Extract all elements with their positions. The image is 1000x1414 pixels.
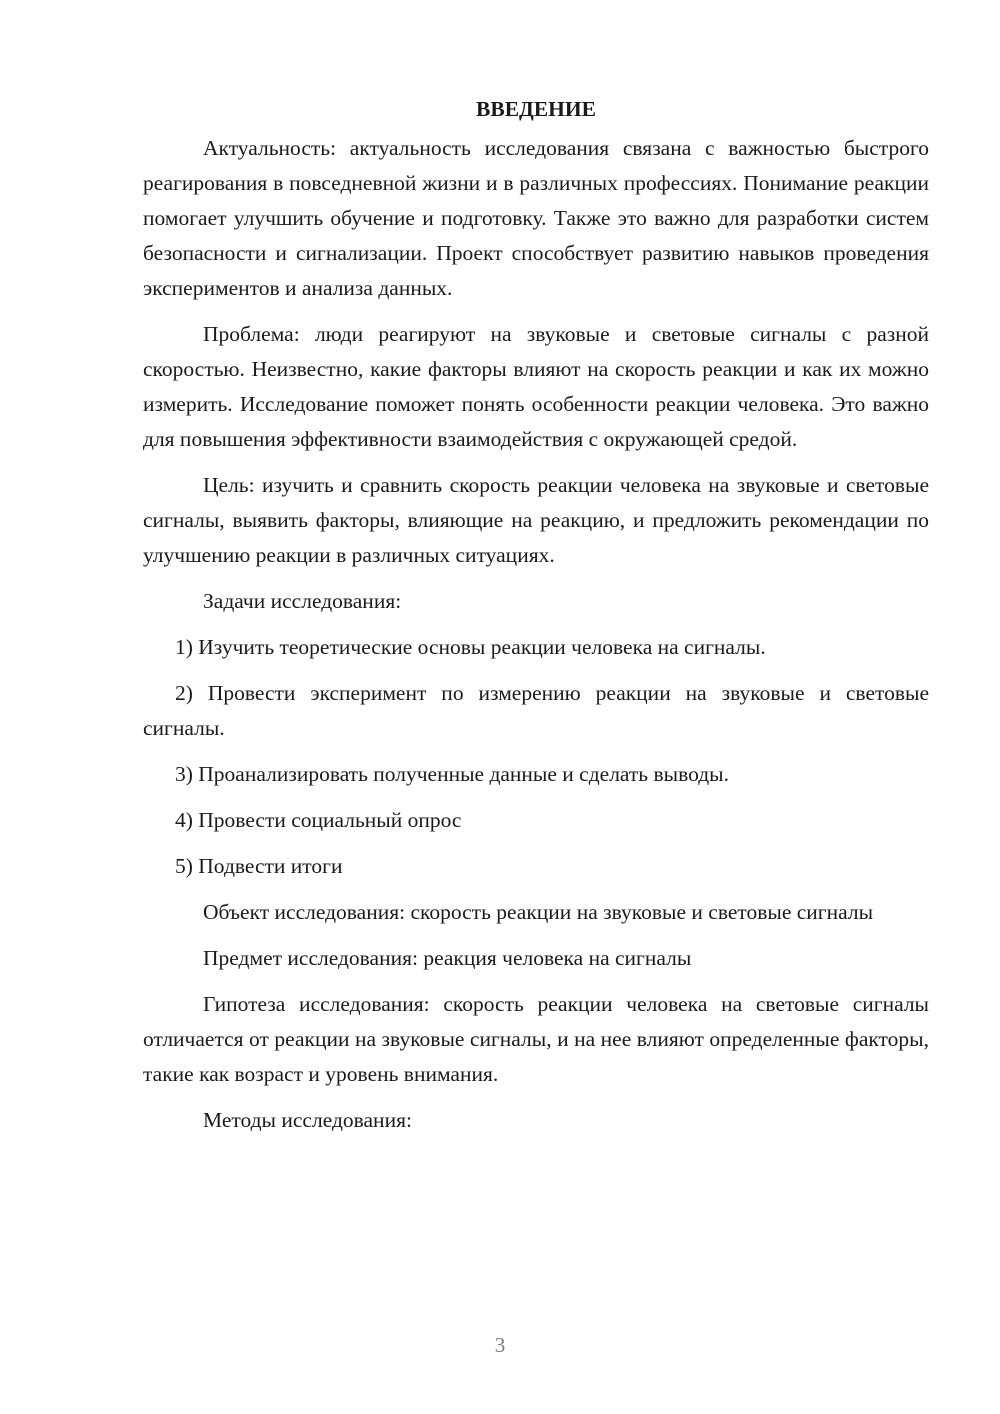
page-number: 3 <box>494 1333 506 1357</box>
task-item-5: 5) Подвести итоги <box>175 854 343 878</box>
goal-paragraph: Цель: изучить и сравнить скорость реакции человека на звуковые и световые сигналы, выявить факторы, влияющие на реакцию, и предложить рекомендации по улучшению реакции в различных ситуациях. <box>143 473 929 567</box>
hypothesis-paragraph: Гипотеза исследования: скорость реакции человека на световые сигналы отличается от реакции на звуковые сигналы, и на нее влияют определенные факторы, такие как возраст и уровень внимания. <box>143 992 929 1086</box>
subject-paragraph: Предмет исследования: реакция человека на сигналы <box>203 946 692 970</box>
section-title: ВВЕДЕНИЕ <box>476 97 596 121</box>
tasks-heading: Задачи исследования: <box>203 589 402 613</box>
task-item-1: 1) Изучить теоретические основы реакции человека на сигналы. <box>175 635 766 659</box>
task-item-4: 4) Провести социальный опрос <box>175 808 462 832</box>
relevance-paragraph: Актуальность: актуальность исследования связана с важностью быстрого реагирования в повседневной жизни и в различных профессиях. Понимание реакции помогает улучшить обучение и подготовку. Также это важно для разработки систем безопасности и сигнализации. Проект способствует развитию навыков проведения экспериментов и анализа данных. <box>143 136 929 300</box>
task-item-2: 2) Провести эксперимент по измерению реакции на звуковые и световые сигналы. <box>143 681 929 740</box>
task-item-3: 3) Проанализировать полученные данные и сделать выводы. <box>175 762 729 786</box>
document-page <box>143 92 929 1149</box>
object-paragraph: Объект исследования: скорость реакции на звуковые и световые сигналы <box>203 900 874 924</box>
problem-paragraph: Проблема: люди реагируют на звуковые и световые сигналы с разной скоростью. Неизвестно, какие факторы влияют на скорость реакции и как их можно измерить. Исследование поможет понять особенности реакции человека. Это важно для повышения эффективности взаимодействия с окружающей средой. <box>143 322 929 451</box>
methods-heading: Методы исследования: <box>203 1108 412 1132</box>
